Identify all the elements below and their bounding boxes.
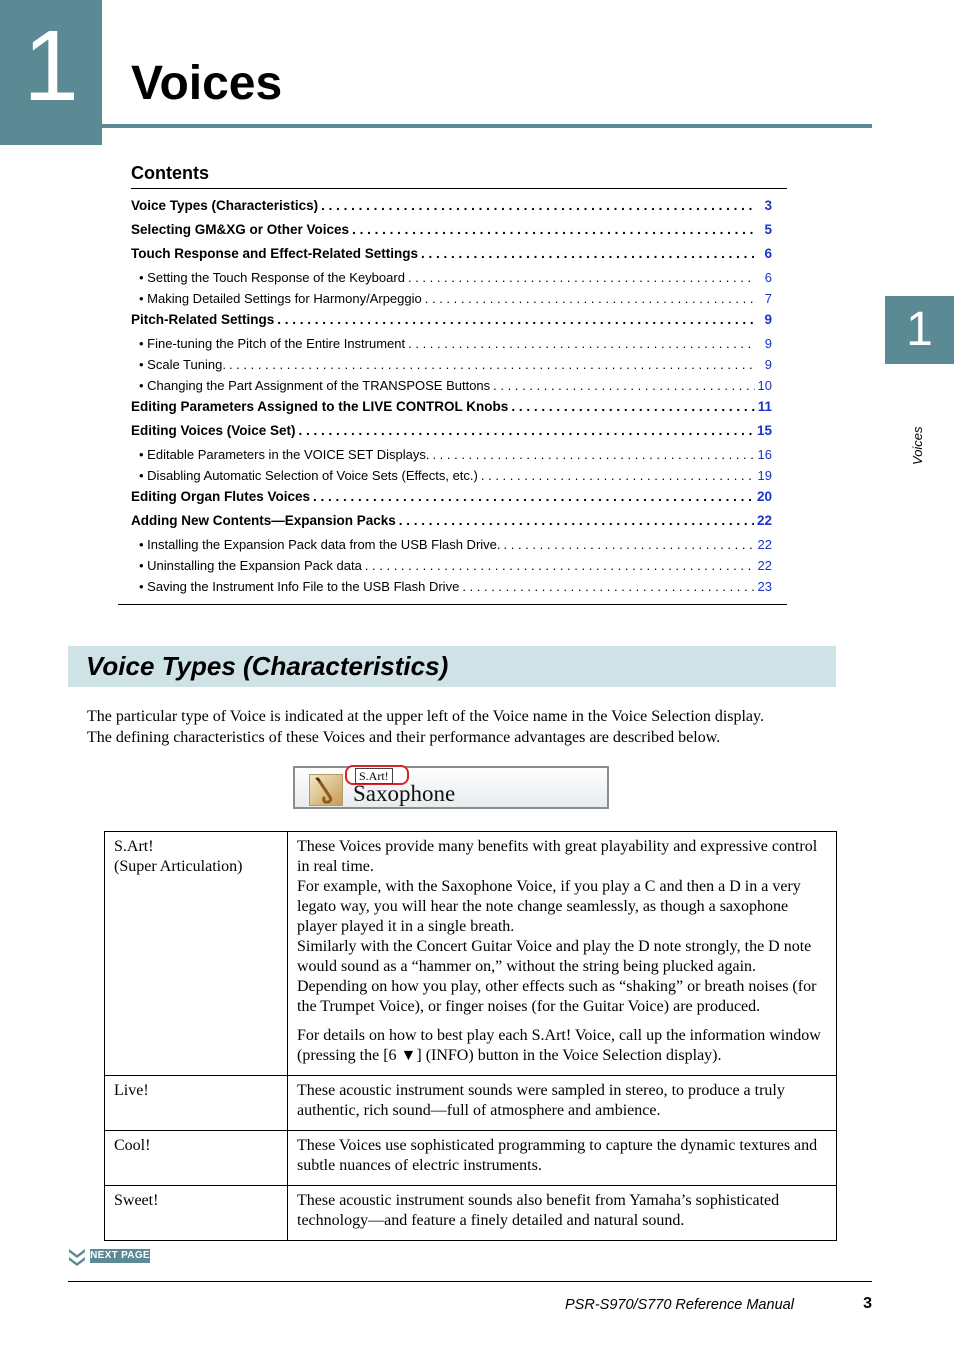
toc-page-link[interactable]: 10 xyxy=(757,378,772,393)
voice-type-description: These Voices use sophisticated programming to capture the dynamic textures and subtle nuances of electric instruments. xyxy=(288,1131,837,1186)
toc-entry-title: • Changing the Part Assignment of the TRANSPOSE Buttons xyxy=(139,378,491,393)
toc-entry-title: Editing Parameters Assigned to the LIVE CONTROL Knobs xyxy=(131,399,509,414)
toc-leader-dots xyxy=(493,376,754,396)
table-row xyxy=(105,832,837,1076)
toc-subentry[interactable] xyxy=(131,289,772,310)
toc-entry-title: Selecting GM&XG or Other Voices xyxy=(131,222,350,237)
toc-leader-dots xyxy=(408,334,755,354)
toc-page-link[interactable]: 6 xyxy=(764,270,772,285)
voice-selection-display xyxy=(293,766,609,809)
voice-types-table xyxy=(104,831,837,1241)
contents-top-rule xyxy=(131,188,787,189)
toc-page-link[interactable]: 22 xyxy=(757,537,772,552)
toc-leader-dots xyxy=(481,466,755,486)
toc-leader-dots xyxy=(352,220,755,240)
toc-entry-title: • Scale Tuning. xyxy=(139,357,226,372)
toc-leader-dots xyxy=(299,421,754,441)
toc-leader-dots xyxy=(425,289,755,309)
toc-page-link[interactable]: 23 xyxy=(757,579,772,594)
footer-page-number: 3 xyxy=(863,1295,872,1312)
toc-entry-title: • Setting the Touch Response of the Keyboard xyxy=(139,270,405,285)
contents-bottom-rule xyxy=(118,604,787,605)
toc-leader-dots xyxy=(399,511,754,531)
toc-entry-title: Editing Voices (Voice Set) xyxy=(131,423,296,438)
toc-subentry[interactable] xyxy=(131,466,772,487)
toc-leader-dots xyxy=(504,535,755,555)
toc-page-link[interactable]: 22 xyxy=(756,513,772,528)
toc-subentry[interactable] xyxy=(131,355,772,376)
toc-leader-dots xyxy=(432,445,754,465)
toc-page-link[interactable]: 19 xyxy=(757,468,772,483)
toc-entry[interactable] xyxy=(131,511,772,535)
toc-subentry[interactable] xyxy=(131,535,772,556)
toc-page-link[interactable]: 22 xyxy=(757,558,772,573)
toc-leader-dots xyxy=(462,577,754,597)
toc-leader-dots xyxy=(321,196,755,216)
toc-page-link[interactable]: 9 xyxy=(764,312,772,327)
footer-rule xyxy=(68,1281,872,1282)
voice-name: Saxophone xyxy=(353,781,456,806)
contents-heading: Contents xyxy=(131,163,209,183)
toc-entry[interactable] xyxy=(131,220,772,244)
toc-entry[interactable] xyxy=(131,310,772,334)
toc-entry-title: • Disabling Automatic Selection of Voice Sets (Effects, etc.) xyxy=(139,468,478,483)
voice-type-description: These acoustic instrument sounds also benefit from Yamaha’s sophisticated technology—and feature a finely detailed and natural sound. xyxy=(288,1186,837,1241)
toc-page-link[interactable]: 9 xyxy=(764,357,772,372)
voice-type-name xyxy=(105,832,288,1076)
toc-subentry[interactable] xyxy=(131,445,772,466)
chapter-title: Voices xyxy=(131,57,283,110)
next-page-link[interactable] xyxy=(68,1248,150,1266)
toc-page-link[interactable]: 7 xyxy=(764,291,772,306)
chapter-rule xyxy=(102,124,872,128)
articulation-badge: S.Art! xyxy=(355,768,393,784)
toc-leader-dots xyxy=(421,244,755,264)
table-row xyxy=(105,1131,837,1186)
intro-line-2: The defining characteristics of these Voices and their performance advantages are described below. xyxy=(87,728,721,746)
description-paragraph: These Voices provide many benefits with great playability and expressive control in real time. xyxy=(297,838,818,875)
footer-manual-title: PSR-S970/S770 Reference Manual xyxy=(565,1297,794,1313)
toc-entry[interactable] xyxy=(131,487,772,511)
voice-type-description xyxy=(288,832,837,1076)
toc-page-link[interactable]: 20 xyxy=(756,489,772,504)
voice-type-label: S.Art! xyxy=(114,838,154,855)
toc-entry-title: • Editable Parameters in the VOICE SET Displays. xyxy=(139,447,430,462)
toc-subentry[interactable] xyxy=(131,376,772,397)
voice-type-name: Cool! xyxy=(105,1131,288,1186)
intro-line-1: The particular type of Voice is indicated at the upper left of the Voice name in the Voice Selection display. xyxy=(87,708,764,725)
toc-subentry[interactable] xyxy=(131,334,772,355)
voice-type-sublabel: (Super Articulation) xyxy=(114,858,243,875)
description-note: For details on how to best play each S.Art! Voice, call up the information window (pressing the [6 ▼] (INFO) button in the Voice Selection display). xyxy=(297,1027,821,1064)
chapter-number: 1 xyxy=(23,10,79,122)
toc-entry-title: • Fine-tuning the Pitch of the Entire Instrument xyxy=(139,336,406,351)
toc-page-link[interactable]: 11 xyxy=(757,399,772,414)
toc-entry-title: Voice Types (Characteristics) xyxy=(131,198,319,213)
table-row xyxy=(105,1076,837,1131)
toc-subentry[interactable] xyxy=(131,577,772,598)
toc-leader-dots xyxy=(365,556,755,576)
toc-leader-dots xyxy=(313,487,754,507)
table-row xyxy=(105,1186,837,1241)
toc-entry-title: Pitch-Related Settings xyxy=(131,312,275,327)
toc-entry[interactable] xyxy=(131,421,772,445)
toc-entry[interactable] xyxy=(131,397,772,421)
toc-entry-title: • Uninstalling the Expansion Pack data xyxy=(139,558,362,573)
section-title: Voice Types (Characteristics) xyxy=(86,651,449,681)
toc-leader-dots xyxy=(511,397,754,417)
table-of-contents xyxy=(131,196,772,598)
double-chevron-down-icon xyxy=(68,1248,86,1268)
toc-leader-dots xyxy=(229,355,755,375)
description-paragraph: Similarly with the Concert Guitar Voice and play the D note strongly, the D note would sound as a “hammer on,” without the string being plucked again. Depending on how you play, other effects such as “shaking” or breath noises (for the Trumpet Voice), or finger noises (for the Guitar Voice) are produced. xyxy=(297,938,817,1015)
toc-entry[interactable] xyxy=(131,196,772,220)
description-paragraph: For example, with the Saxophone Voice, if you play a C and then a D in a very legato way, you will hear the note change seamlessly, as though a saxophone player played it in a single breath. xyxy=(297,878,801,935)
toc-entry-title: • Installing the Expansion Pack data from the USB Flash Drive. xyxy=(139,537,501,552)
toc-leader-dots xyxy=(277,310,755,330)
voice-type-name: Live! xyxy=(105,1076,288,1131)
toc-page-link[interactable]: 9 xyxy=(764,336,772,351)
toc-leader-dots xyxy=(408,268,755,288)
side-chapter-tab xyxy=(885,296,954,364)
voice-type-description: These acoustic instrument sounds were sampled in stereo, to produce a truly authentic, rich sound—full of atmosphere and ambience. xyxy=(288,1076,837,1131)
toc-page-link[interactable]: 16 xyxy=(757,447,772,462)
chapter-number-box xyxy=(0,0,102,145)
saxophone-icon xyxy=(309,774,343,806)
toc-entry-title: • Saving the Instrument Info File to the USB Flash Drive xyxy=(139,579,460,594)
next-page-label: NEXT PAGE xyxy=(90,1250,150,1261)
toc-page-link[interactable]: 3 xyxy=(764,198,772,213)
toc-entry[interactable] xyxy=(131,244,772,268)
intro-paragraph xyxy=(87,707,827,748)
toc-entry-title: Touch Response and Effect-Related Settings xyxy=(131,246,419,261)
toc-page-link[interactable]: 15 xyxy=(756,423,772,438)
toc-entry-title: Adding New Contents—Expansion Packs xyxy=(131,513,396,528)
toc-page-link[interactable]: 5 xyxy=(764,222,772,237)
toc-subentry[interactable] xyxy=(131,556,772,577)
side-tab-number: 1 xyxy=(906,303,933,356)
voice-type-name: Sweet! xyxy=(105,1186,288,1241)
toc-page-link[interactable]: 6 xyxy=(764,246,772,261)
side-tab-label: Voices xyxy=(910,426,925,465)
toc-subentry[interactable] xyxy=(131,268,772,289)
toc-entry-title: • Making Detailed Settings for Harmony/Arpeggio xyxy=(139,291,422,306)
toc-entry-title: Editing Organ Flutes Voices xyxy=(131,489,311,504)
